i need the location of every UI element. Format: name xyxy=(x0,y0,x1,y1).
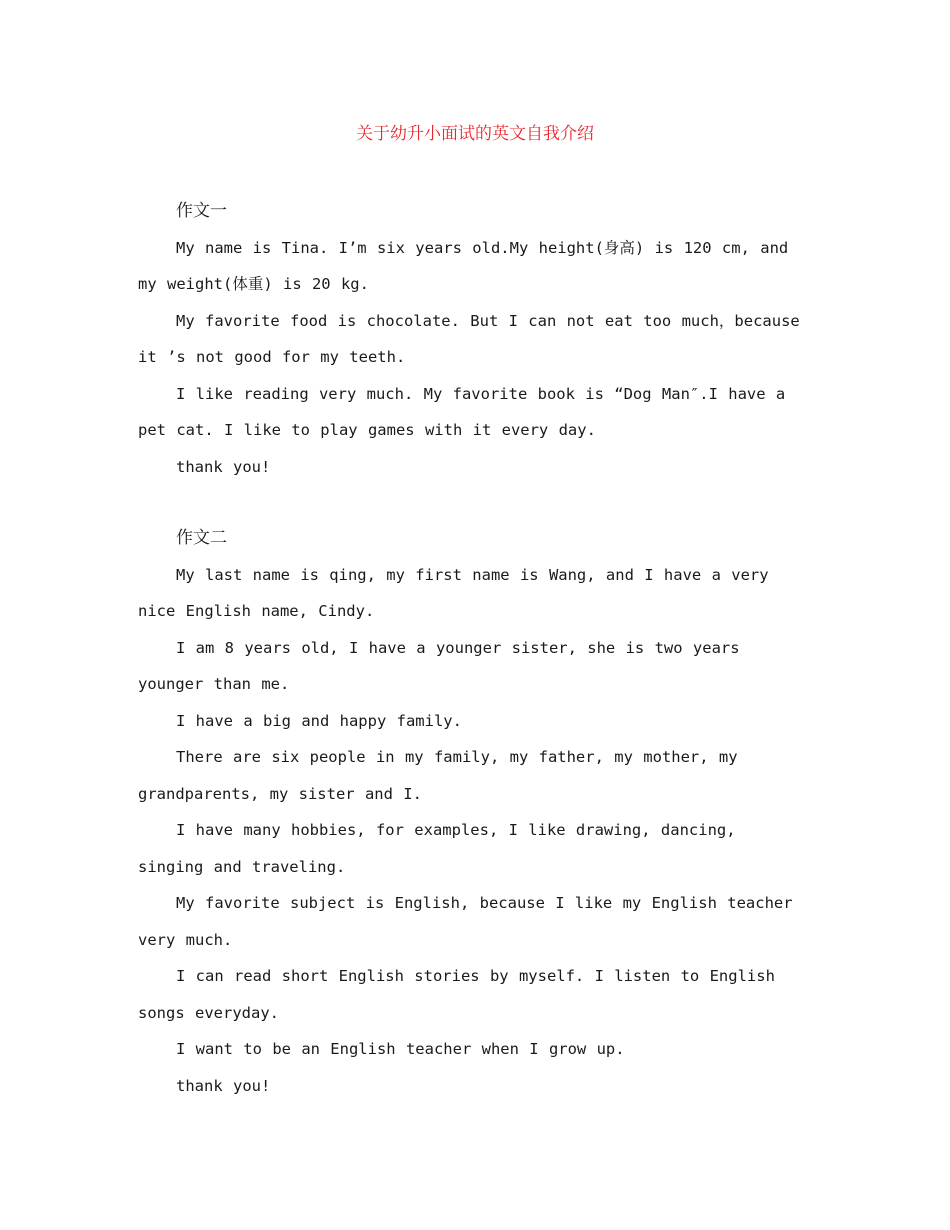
essay-two-heading: 作文二 xyxy=(176,528,227,548)
essay-one-heading: 作文一 xyxy=(176,201,227,221)
essay-two-paragraph: I want to be an English teacher when I grow up. xyxy=(176,1040,625,1058)
essay-one-paragraph: My favorite food is chocolate. But I can not eat too much，because it ’s not good for my teeth. xyxy=(138,311,800,366)
essay-two-paragraph: I can read short English stories by myself. I listen to English songs everyday. xyxy=(138,967,775,1022)
essay-two-paragraph: I have many hobbies, for examples, I like drawing, dancing, singing and traveling. xyxy=(138,821,736,876)
essay-two-paragraph: I have a big and happy family. xyxy=(176,711,462,730)
essay-one-paragraph: I like reading very much. My favorite book is “Dog Man″.I have a pet cat. I like to play games with it every day. xyxy=(138,384,786,439)
essay-two-paragraph: I am 8 years old, I have a younger sister, she is two years younger than me. xyxy=(138,638,740,693)
document-title: 关于幼升小面试的英文自我介绍 xyxy=(356,124,594,144)
essay-two-paragraph: There are six people in my family, my father, my mother, my grandparents, my sister and I. xyxy=(138,748,738,803)
essay-two-paragraph: My last name is qing, my first name is Wang, and I have a very nice English name, Cindy. xyxy=(138,565,769,620)
essay-one xyxy=(138,193,810,485)
essay-two xyxy=(138,520,810,1104)
essay-two-closing: thank you! xyxy=(176,1076,271,1095)
essay-one-closing: thank you! xyxy=(176,457,271,476)
essay-one-paragraph: My name is Tina. I’m six years old.My height(身高) is 120 cm, and my weight(体重) is 20 kg. xyxy=(138,238,789,293)
essay-two-paragraph: My favorite subject is English, because I like my English teacher very much. xyxy=(138,894,793,949)
